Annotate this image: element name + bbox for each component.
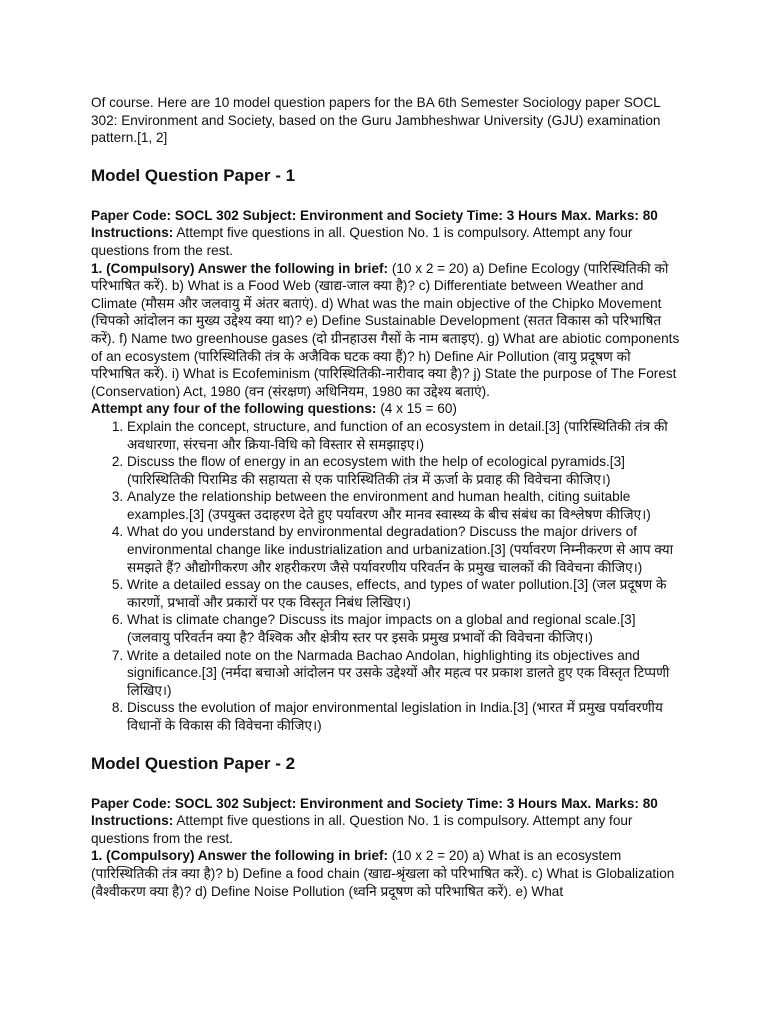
intro-paragraph: Of course. Here are 10 model question papers for the BA 6th Semester Sociology paper SOCL 302: Environment and Society, based on the Guru Jambheshwar University (GJU) examination pattern.[1, 2] [91, 95, 661, 146]
document-content [91, 94, 681, 900]
instructions-label: Instructions: [91, 225, 174, 241]
instructions-text: Attempt five questions in all. Question No. 1 is compulsory. Attempt any four questions from the rest. [91, 225, 633, 258]
question-item: 4. What do you understand by environmental degradation? Discuss the major drivers of environmental change like industrialization and urbanization.[3] (पर्यावरण निम्नीकरण से आप क्या समझते हैं? औद्योगीकरण और शहरीकरण जैसे पर्यावरणीय परिवर्तन के प्रमुख चालकों की विवेचना कीजिए।) [127, 523, 681, 576]
paper-2-instructions [91, 812, 681, 847]
paper-2-heading: Model Question Paper - 2 [91, 753, 296, 773]
attempt-four-marks: (4 x 15 = 60) [376, 401, 457, 417]
paper-2-compulsory [91, 847, 681, 900]
question-item: 6. What is climate change? Discuss its major impacts on a global and regional scale.[3] (जलवायु परिवर्तन क्या है? वैश्विक और क्षेत्रीय स्तर पर इसके प्रमुख प्रभावों की विवेचना कीजिए।) [127, 611, 681, 646]
attempt-four-label: Attempt any four of the following questions: [91, 401, 377, 417]
compulsory-text: (10 x 2 = 20) a) Define Ecology (पारिस्थितिकी को परिभाषित करें). b) What is a Food Web (खाद्य-जाल क्या है)? c) Differentiate between Weather and Climate (मौसम और जलवायु में अंतर बताएं). d) What was the main objective of the Chipko Movement (चिपको आंदोलन का मुख्य उद्देश्य क्या था)? e) Define Sustainable Development (सतत विकास को परिभाषित करें). f) Name two greenhouse gases (दो ग्रीनहाउस गैसों के नाम बताइए). g) What are abiotic components of an ecosystem (पारिस्थितिकी तंत्र के अजैविक घटक क्या हैं)? h) Define Air Pollution (वायु प्रदूषण को परिभाषित करें). i) What is Ecofeminism (पारिस्थितिकी-नारीवाद क्या है)? j) State the purpose of The Forest (Conservation) Act, 1980 (वन (संरक्षण) अधिनियम, 1980 का उद्देश्य बताएं). [91, 260, 680, 399]
paper-2-code-line: Paper Code: SOCL 302 Subject: Environment and Society Time: 3 Hours Max. Marks: 80 [91, 795, 658, 811]
paper-2-section [91, 753, 681, 901]
question-item: 2. Discuss the flow of energy in an ecosystem with the help of ecological pyramids.[3] (पारिस्थितिकी पिरामिड की सहायता से एक पारिस्थितिकी तंत्र में ऊर्जा के प्रवाह की विवेचना कीजिए।) [127, 453, 681, 488]
instructions-label: Instructions: [91, 813, 174, 829]
question-item: 7. Write a detailed note on the Narmada Bachao Andolan, highlighting its objectives and significance.[3] (नर्मदा बचाओ आंदोलन पर उसके उद्देश्यों और महत्व पर प्रकाश डालते हुए एक विस्तृत टिप्पणी लिखिए।) [127, 647, 681, 700]
paper-1-section [91, 165, 681, 735]
question-item: 3. Analyze the relationship between the environment and human health, citing suitable examples.[3] (उपयुक्त उदाहरण देते हुए पर्यावरण और मानव स्वास्थ्य के बीच संबंध का विश्लेषण कीजिए।) [127, 488, 681, 523]
compulsory-label: 1. (Compulsory) Answer the following in brief: [91, 848, 389, 864]
paper-1-instructions [91, 224, 681, 259]
question-item: 8. Discuss the evolution of major environmental legislation in India.[3] (भारत में प्रमुख पर्यावरणीय विधानों के विकास की विवेचना कीजिए।) [127, 699, 681, 734]
compulsory-label: 1. (Compulsory) Answer the following in brief: [91, 260, 389, 276]
paper-1-heading: Model Question Paper - 1 [91, 165, 296, 185]
question-item: 5. Write a detailed essay on the causes, effects, and types of water pollution.[3] (जल प्रदूषण के कारणों, प्रभावों और प्रकारों पर एक विस्तृत निबंध लिखिए।) [127, 576, 681, 611]
paper-1-compulsory [91, 260, 681, 401]
instructions-text: Attempt five questions in all. Question No. 1 is compulsory. Attempt any four questions from the rest. [91, 813, 633, 846]
question-item: 1. Explain the concept, structure, and function of an ecosystem in detail.[3] (पारिस्थितिकी तंत्र की अवधारणा, संरचना और क्रिया-विधि को विस्तार से समझाइए।) [127, 418, 681, 453]
paper-1-attempt-four [91, 400, 681, 418]
paper-1-code-line: Paper Code: SOCL 302 Subject: Environment and Society Time: 3 Hours Max. Marks: 80 [91, 207, 658, 223]
compulsory-text: (10 x 2 = 20) a) What is an ecosystem (पारिस्थितिकी तंत्र क्या है)? b) Define a food chain (खाद्य-श्रृंखला को परिभाषित करें). c) What is Globalization (वैश्वीकरण क्या है)? d) Define Noise Pollution (ध्वनि प्रदूषण को परिभाषित करें). e) What [91, 848, 675, 899]
paper-1-question-list [91, 418, 681, 735]
